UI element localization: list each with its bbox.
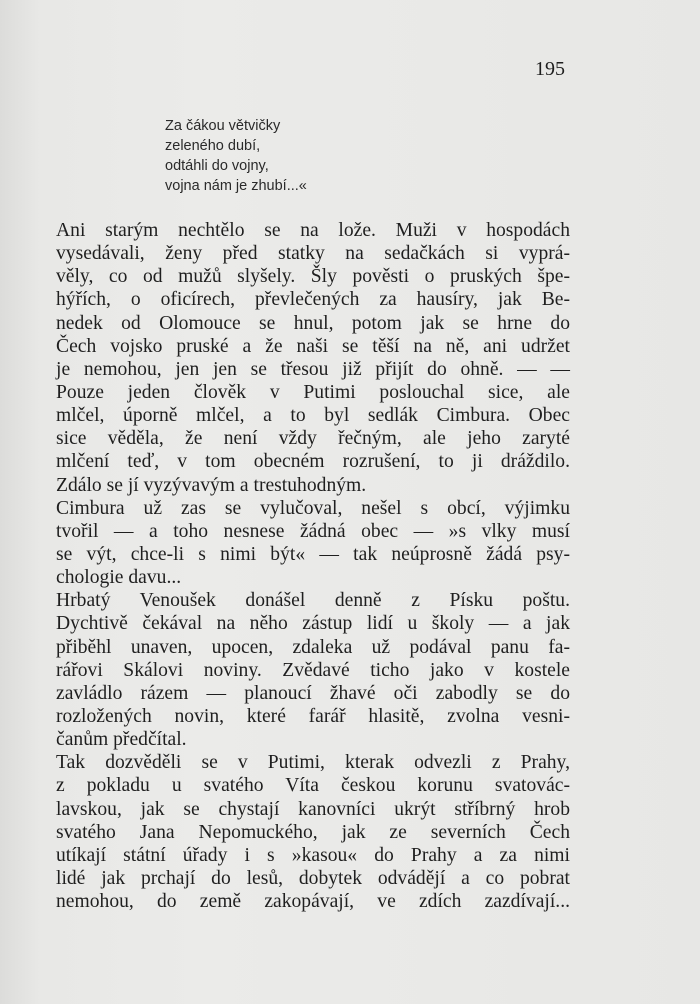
paragraph-4 — [56, 589, 570, 751]
verse-line: vojna nám je zhubí...« — [165, 178, 307, 194]
text-line: hýřích, o oficírech, převlečených za hausíry, jak Be- — [56, 289, 570, 311]
text-line: lidé jak prchají do lesů, dobytek odvádějí a co pobrat — [56, 867, 570, 889]
text-line: se výt, chce-li s nimi být« — tak neúprosně žádá psy- — [56, 543, 570, 565]
text-line: lavskou, jak se chystají kanovníci ukrýt stříbrný hrob — [56, 798, 570, 820]
text-line: Cimbura už zas se vylučoval, nešel s obcí, výjimku — [56, 497, 570, 519]
text-line: z pokladu u svatého Víta českou korunu svatovác- — [56, 775, 570, 797]
verse-line: odtáhli do vojny, — [165, 158, 269, 174]
text-line: Dychtivě čekával na něho zástup lidí u školy — a jak — [56, 613, 570, 635]
paragraph-1 — [56, 219, 570, 381]
text-line: Hrbatý Venoušek donášel denně z Písku poštu. — [56, 590, 570, 612]
text-line: vysedávali, ženy před statky na sedačkách si vyprá- — [56, 243, 570, 265]
text-line: chologie davu... — [56, 567, 182, 589]
text-line: Pouze jeden člověk v Putimi poslouchal sice, ale — [56, 381, 570, 403]
paragraph-5 — [56, 751, 570, 913]
text-line: mlčení teď, v tom obecném rozrušení, to ji dráždilo. — [56, 451, 570, 473]
verse-block — [165, 116, 307, 196]
text-line: rozložených novin, které farář hlasitě, zvolna vesni- — [56, 705, 570, 727]
text-line: mlčel, úporně mlčel, a to byl sedlák Cimbura. Obec — [56, 405, 570, 427]
text-line: Čech vojsko pruské a že naši se těší na ně, ani udržet — [56, 335, 570, 357]
text-line: tvořil — a toho nesnese žádná obec — »s vlky musí — [56, 520, 570, 542]
text-line: nemohou, do země zakopávají, ve zdích zazdívají... — [56, 891, 570, 913]
text-line: utíkají státní úřady i s »kasou« do Prahy a za nimi — [56, 844, 570, 866]
verse-line: Za čákou větvičky — [165, 118, 281, 134]
text-line: nedek od Olomouce se hnul, potom jak se hrne do — [56, 312, 570, 334]
text-line: Tak dozvěděli se v Putimi, kterak odvezli z Prahy, — [56, 752, 570, 774]
text-line: sice věděla, že není vždy řečným, ale jeho zaryté — [56, 428, 570, 450]
text-line: rářovi Skálovi noviny. Zvědavé ticho jako v kostele — [56, 659, 570, 681]
text-line: zavládlo rázem — planoucí žhavé oči zabodly se do — [56, 682, 570, 704]
body-text — [56, 219, 570, 913]
text-line: Ani starým nechtělo se na lože. Muži v hospodách — [56, 220, 570, 241]
paragraph-2 — [56, 381, 570, 497]
page-number: 195 — [535, 58, 565, 80]
text-line: je nemohou, jen jen se třesou již přijít do ohně. — — — [56, 358, 570, 380]
text-line: Zdálo se jí vyzývavým a trestuhodným. — [56, 474, 367, 496]
text-line: přiběhl unaven, upocen, zdaleka už podával panu fa- — [56, 636, 570, 658]
text-line: svatého Jana Nepomuckého, jak ze severních Čech — [56, 821, 570, 843]
text-line: věly, co od mužů slyšely. Šly pověsti o pruských špe- — [56, 266, 570, 288]
paragraph-3 — [56, 497, 570, 590]
verse-line: zeleného dubí, — [165, 138, 261, 154]
text-line: čanům předčítal. — [56, 729, 187, 751]
